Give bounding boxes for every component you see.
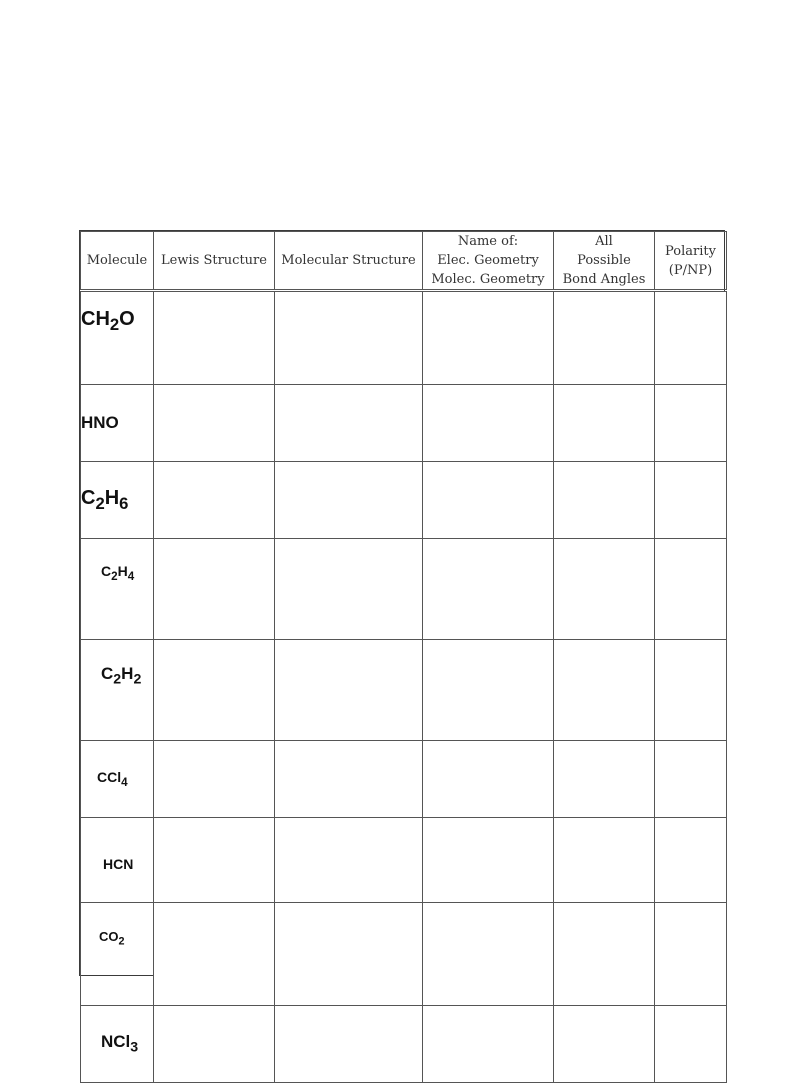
molecular-structure-cell[interactable]: [275, 1006, 423, 1083]
molecule-formula: $CO_2$: [81, 903, 154, 1006]
bond-angles-cell[interactable]: [554, 291, 655, 385]
polarity-cell[interactable]: [655, 640, 727, 741]
geometry-name-cell[interactable]: [423, 741, 554, 818]
polarity-cell[interactable]: [655, 818, 727, 903]
bond-angles-cell[interactable]: [554, 1006, 655, 1083]
bond-angles-cell[interactable]: [554, 741, 655, 818]
molecular-structure-cell[interactable]: [275, 462, 423, 539]
polarity-cell[interactable]: [655, 291, 727, 385]
molecule-formula: $C_2H_4$: [81, 539, 154, 640]
table-row: [81, 291, 727, 385]
polarity-cell[interactable]: [655, 903, 727, 1006]
lewis-structure-cell[interactable]: [154, 539, 275, 640]
header-row: [81, 232, 727, 291]
molecule-formula: NCl$_3$: [81, 1006, 154, 1083]
polarity-cell[interactable]: [655, 539, 727, 640]
bond-angles-cell[interactable]: [554, 903, 655, 1006]
lewis-structure-cell[interactable]: [154, 741, 275, 818]
molecular-structure-cell[interactable]: [275, 903, 423, 1006]
header-geometry-names: Name of: Elec. Geometry Molec. Geometry: [423, 232, 554, 291]
molecule-formula: HCN: [81, 818, 154, 903]
polarity-cell[interactable]: [655, 741, 727, 818]
geometry-name-cell[interactable]: [423, 291, 554, 385]
molecule-formula: $C_2H_2$: [81, 640, 154, 741]
geometry-name-cell[interactable]: [423, 462, 554, 539]
molecular-structure-cell[interactable]: [275, 741, 423, 818]
lewis-structure-cell[interactable]: [154, 291, 275, 385]
lewis-structure-cell[interactable]: [154, 462, 275, 539]
geometry-name-cell[interactable]: [423, 1006, 554, 1083]
header-molecule: Molecule: [81, 232, 154, 291]
lewis-structure-cell[interactable]: [154, 640, 275, 741]
table-row: [81, 640, 727, 741]
header-polarity: Polarity (P/NP): [655, 232, 727, 291]
bond-angles-cell[interactable]: [554, 462, 655, 539]
lewis-structure-cell[interactable]: [154, 385, 275, 462]
table-row: [81, 539, 727, 640]
polarity-cell[interactable]: [655, 1006, 727, 1083]
molecular-structure-cell[interactable]: [275, 818, 423, 903]
molecule-formula: $CH_2O$: [81, 291, 154, 385]
header-bond-angles: All Possible Bond Angles: [554, 232, 655, 291]
lewis-structure-cell[interactable]: [154, 1006, 275, 1083]
table-row: [81, 741, 727, 818]
polarity-cell[interactable]: [655, 385, 727, 462]
chemistry-worksheet: [79, 230, 725, 1056]
geometry-name-cell[interactable]: [423, 818, 554, 903]
table-row: [81, 385, 727, 462]
molecule-formula: $C_2H_6$: [81, 462, 154, 539]
molecule-table: [80, 231, 727, 1083]
bond-angles-cell[interactable]: [554, 640, 655, 741]
molecular-structure-cell[interactable]: [275, 539, 423, 640]
lewis-structure-cell[interactable]: [154, 903, 275, 1006]
table-row: [81, 818, 727, 903]
molecule-formula: HNO: [81, 385, 154, 462]
header-lewis-structure: Lewis Structure: [154, 232, 275, 291]
bond-angles-cell[interactable]: [554, 818, 655, 903]
geometry-name-cell[interactable]: [423, 385, 554, 462]
molecular-structure-cell[interactable]: [275, 291, 423, 385]
bond-angles-cell[interactable]: [554, 385, 655, 462]
table-row: [81, 462, 727, 539]
molecular-structure-cell[interactable]: [275, 640, 423, 741]
geometry-name-cell[interactable]: [423, 539, 554, 640]
table-row: [81, 903, 727, 1006]
bond-angles-cell[interactable]: [554, 539, 655, 640]
polarity-cell[interactable]: [655, 462, 727, 539]
table-row: [81, 1006, 727, 1083]
molecule-formula: CCl$_4$: [81, 741, 154, 818]
geometry-name-cell[interactable]: [423, 903, 554, 1006]
header-molecular-structure: Molecular Structure: [275, 232, 423, 291]
geometry-name-cell[interactable]: [423, 640, 554, 741]
lewis-structure-cell[interactable]: [154, 818, 275, 903]
molecular-structure-cell[interactable]: [275, 385, 423, 462]
